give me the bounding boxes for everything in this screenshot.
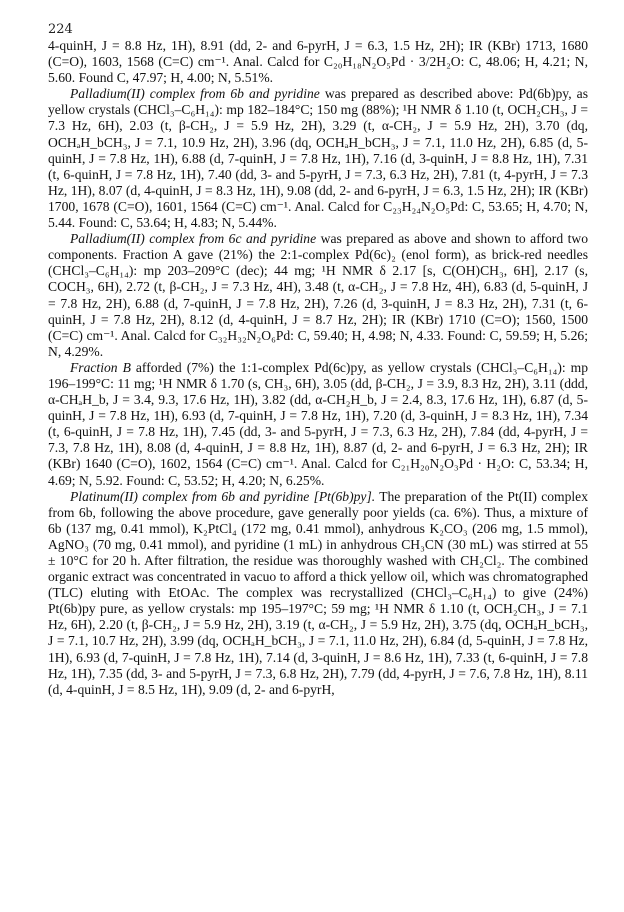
paragraph-4-lead: Fraction B [70,359,131,375]
paragraph-5-lead: Platinum(II) complex from 6b and pyridine [Pt(6b)py]. [70,488,376,504]
paragraph-3-text: was prepared as above and shown to afford two components. Fraction A gave (21%) the 2:1-complex Pd(6c)₂ (enol form), as brick-red needles (CHCl₃–C₆H₁₄): mp 203–209°C (dec); 44 mg; ¹H NMR δ 2.17 [s, C(OH)CH₃, 6H], 2.17 (s, COCH₃, 6H), 2.72 (t, β-CH₂, J = 7.3 Hz, 4H), 3.48 (t, α-CH₂, J = 7.8 Hz, 4H), 6.83 (d, 5-quinH, J = 7.8 Hz, 2H), 6.88 (d, 7-quinH, J = 7.8 Hz, 2H), 7.26 (d, 3-quinH, J = 8.3 Hz, 2H), 7.31 (t, 6-quinH, J = 7.8 Hz, 2H), 8.12 (d, 4-quinH, J = 8.7 Hz, 2H); IR (KBr) 1710 (C=O); 1560, 1500 (C=C) cm⁻¹. Anal. Calcd for C₃₂H₃₂N₂O₆Pd: C, 59.40; H, 4.98; N, 4.33. Found: C, 59.59; H, 5.26; N, 4.29%. [48,231,588,359]
paragraph-3 [48,231,588,360]
paragraph-5-text: The preparation of the Pt(II) complex from 6b, following the above procedure, gave generally poor yields (ca. 6%). Thus, a mixture of 6b (137 mg, 0.41 mmol), K₂PtCl₄ (172 mg, 0.41 mmol), anhydrous K₂CO₃ (206 mg, 1.5 mmol), AgNO₃ (70 mg, 0.41 mmol), and pyridine (1 mL) in anhydrous CH₃CN (30 mL) was stirred at 55 ± 10°C for 20 h. After filtration, the residue was thoroughly washed with CH₂Cl₂. The combined organic extract was concentrated in vacuo to afford a thick yellow oil, which was chromatographed (TLC) eluting with EtOAc. The complex was recrystallized (CHCl₃–C₆H₁₄) to give (24%) Pt(6b)py pure, as yellow crystals: mp 195–197°C; 59 mg; ¹H NMR δ 1.10 (t, OCH₂CH₃, J = 7.1 Hz, 6H), 2.20 (t, β-CH₂, J = 5.9 Hz, 2H), 3.19 (t, α-CH₂, J = 5.9 Hz, 2H), 3.75 (dq, OCHₐH_bCH₃, J = 7.1, 10.7 Hz, 2H), 3.99 (dq, OCHₐH_bCH₃, J = 7.1, 11.0 Hz, 2H), 6.84 (d, 5-quinH, J = 7.8 Hz, 1H), 6.93 (d, 7-quinH, J = 7.8 Hz, 1H), 7.14 (d, 3-quinH, J = 8.6 Hz, 1H), 7.33 (t, 6-quinH, J = 7.8 Hz, 1H), 7.35 (dd, 3- and 5-pyrH, J = 7.3, 6.8 Hz, 2H), 7.79 (dd, 4-pyrH, J = 7.6, 7.8 Hz, 1H), 8.11 (d, 4-quinH, J = 8.5 Hz, 1H), 9.09 (d, 2- and 6-pyrH, [48,488,588,697]
body-text [48,38,588,698]
paragraph-5 [48,489,588,698]
paragraph-4-text: afforded (7%) the 1:1-complex Pd(6c)py, as yellow crystals (CHCl₃–C₆H₁₄): mp 196–199°C: 11 mg; ¹H NMR δ 1.70 (s, CH₃, 6H), 3.05 (dd, β-CH₂, J = 3.9, 8.3 Hz, 2H), 3.11 (ddd, α-CHₐH_b, J = 3.4, 9.3, 17.6 Hz, 1H), 3.82 (dd, α-CH₂H_b, J = 2.4, 8.3, 17.6 Hz, 1H), 6.87 (d, 5-quinH, J = 7.8 Hz, 1H), 6.93 (d, 7-quinH, J = 7.8 Hz, 1H), 7.20 (d, 3-quinH, J = 8.3 Hz, 1H), 7.34 (t, 6-quinH, J = 7.8 Hz, 1H), 7.45 (dd, 3- and 5-pyrH, J = 7.3, 6.3 Hz, 2H), 7.84 (dd, 4-pyrH, J = 7.3, 7.8 Hz, 1H), 8.08 (d, 4-quinH, J = 8.8 Hz, 1H), 8.87 (d, 2- and 6-pyrH, J = 6.3 Hz, 2H); IR (KBr) 1640 (C=O), 1602, 1564 (C=C) cm⁻¹. Anal. Calcd for C₂₁H₂₀N₂O₃Pd · H₂O: C, 53.34; H, 4.69; N, 5.92. Found: C, 53.52; H, 4.20; N, 6.25%. [48,359,588,488]
paragraph-2-text: was prepared as described above: Pd(6b)py, as yellow crystals (CHCl₃–C₆H₁₄): mp 182–184°C; 150 mg (88%); ¹H NMR δ 1.10 (t, OCH₂CH₃, J = 7.3 Hz, 6H), 2.03 (t, β-CH₂, J = 5.9 Hz, 2H), 3.29 (t, α-CH₂, J = 5.9 Hz, 2H), 3.70 (dq, OCHₐH_bCH₃, J = 7.1, 10.9 Hz, 2H), 3.96 (dq, OCHₐH_bCH₃, J = 7.1, 11.0 Hz, 2H), 6.85 (d, 5-quinH, J = 7.8 Hz, 1H), 6.88 (d, 7-quinH, J = 7.8 Hz, 1H), 7.16 (d, 3-quinH, J = 8.8 Hz, 1H), 7.31 (t, 6-quinH, J = 7.8 Hz, 1H), 7.40 (dd, 3- and 5-pyrH, J = 7.3, 6.3 Hz, 2H), 7.81 (t, 4-pyrH, J = 7.3 Hz, 1H), 8.07 (d, 4-quinH, J = 8.3 Hz, 1H), 9.08 (dd, 2- and 6-pyrH, J = 6.3, 1.5 Hz, 2H); IR (KBr) 1700, 1678 (C=O), 1601, 1564 (C=C) cm⁻¹. Anal. Calcd for C₂₃H₂₄N₂O₅Pd: C, 53.65; H, 4.70; N, 5.44. Found: C, 53.64; H, 4.83; N, 5.44%. [48,86,588,231]
paragraph-4 [48,360,588,489]
paragraph-2-lead: Palladium(II) complex from 6b and pyridine [70,86,320,102]
paragraph-2 [48,86,588,231]
page-number: 224 [48,22,73,37]
paragraph-3-lead: Palladium(II) complex from 6c and pyridine [70,231,317,247]
paragraph-1 [48,38,588,86]
paragraph-1-text: 4-quinH, J = 8.8 Hz, 1H), 8.91 (dd, 2- and 6-pyrH, J = 6.3, 1.5 Hz, 2H); IR (KBr) 1713, 1680 (C=O), 1603, 1568 (C=C) cm⁻¹. Anal. Calcd for C₂₀H₁₈N₂O₅Pd · 3/2H₂O: C, 48.06; H, 4.21; N, 5.60. Found C, 47.97; H, 4.00; N, 5.51%. [48,38,588,86]
